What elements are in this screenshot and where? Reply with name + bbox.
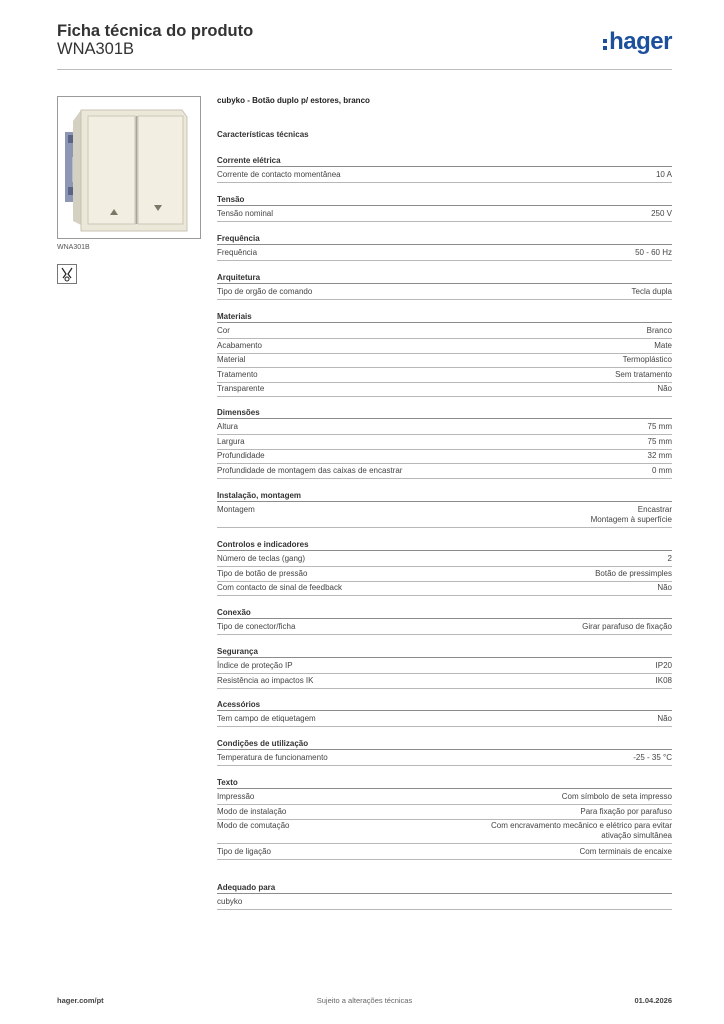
spec-key: Tipo de orgão de comando [217,287,313,296]
spec-value: 75 mm [647,436,672,446]
spec-key: Material [217,355,246,365]
spec-key: Tipo de botão de pressão [217,568,308,578]
spec-key: Com contacto de sinal de feedback [217,583,342,593]
spec-key: Resistência ao impactos IK [217,675,314,685]
spec-row [217,326,672,339]
spec-key: Tensão nominal [217,209,274,218]
spec-key: Impressão [217,792,255,801]
spec-key: Corrente de contacto momentânea [217,170,341,179]
spec-key: Transparente [217,384,265,394]
category-title: Controlos e indicadores [217,540,672,551]
product-image [57,96,201,239]
spec-key: Tipo de conector/ficha [217,622,296,631]
spec-key: Frequência [217,248,258,257]
spec-row [217,807,672,820]
spec-value: IP20 [655,661,672,670]
spec-value: Não [657,714,672,723]
spec-key: Tem campo de etiquetagem [217,714,316,723]
spec-value: Mate [654,340,672,350]
category-title: Condições de utilização [217,739,672,750]
spec-key: Largura [217,436,245,446]
category-title: Adequado para [217,883,672,894]
spec-row [217,676,672,689]
spec-value: 75 mm [647,422,672,431]
section-title: Características técnicas [217,130,309,139]
spec-key: Número de teclas (gang) [217,554,306,563]
category-title: Frequência [217,234,672,245]
spec-row [217,209,672,222]
spec-value: IK08 [655,675,672,685]
product-code: WNA301B [57,40,135,58]
spec-row [217,248,672,261]
spec-key: Modo de instalação [217,806,287,816]
spec-value: Termoplástico [622,355,672,365]
spec-value: -25 - 35 °C [633,753,672,762]
spec-row [217,583,672,596]
spec-row [217,821,672,844]
spec-value: Tecla dupla [631,287,672,296]
spec-value: 10 A [655,170,672,179]
spec-row [217,341,672,354]
spec-key: Índice de proteção IP [217,661,293,670]
logo-text: hager [609,28,672,55]
installation-symbol-icon [57,264,77,284]
spec-value: 250 V [651,209,672,218]
spec-key: Profundidade [217,451,265,461]
spec-value: 2 [667,554,672,563]
spec-row [217,466,672,479]
footer-website: hager.com/pt [57,996,104,1005]
spec-key: Temperatura de funcionamento [217,753,328,762]
spec-key: Cor [217,326,230,335]
category-title: Materiais [217,312,672,323]
spec-row [217,847,672,860]
spec-key: Tipo de ligação [217,847,271,857]
spec-key: Altura [217,422,238,431]
category-title: Arquitetura [217,273,672,284]
spec-row [217,422,672,435]
logo-dots-icon [603,39,607,50]
spec-row [217,287,672,300]
category-title: Segurança [217,647,672,658]
spec-value: Não [657,583,672,593]
spec-row [217,753,672,766]
spec-row [217,714,672,727]
spec-key: Profundidade de montagem das caixas de encastrar [217,465,403,475]
spec-row [217,170,672,183]
image-caption: WNA301B [57,244,90,251]
spec-row [217,569,672,582]
spec-row [217,505,672,528]
spec-row [217,437,672,450]
spec-value: 32 mm [647,451,672,461]
category-title: Dimensões [217,408,672,419]
spec-row [217,554,672,567]
spec-row [217,451,672,464]
page-title: Ficha técnica do produto [57,22,254,40]
spec-key: cubyko [217,897,243,906]
category-title: Corrente elétrica [217,156,672,167]
spec-value: Não [657,384,672,394]
spec-row [217,792,672,805]
spec-row [217,355,672,368]
spec-value: Encastrar Montagem à superfície [590,505,672,524]
spec-row [217,384,672,397]
category-title: Conexão [217,608,672,619]
spec-value: 50 - 60 Hz [635,248,672,257]
category-title: Texto [217,778,672,789]
spec-value: Para fixação por parafuso [580,806,672,816]
spec-value: 0 mm [652,465,672,475]
product-title: cubyko - Botão duplo p/ estores, branco [217,96,370,105]
spec-value: Com encravamento mecânico e elétrico para evitar ativação simultânea [491,821,672,841]
spec-value: Com terminais de encaixe [579,847,672,857]
spec-value: Com símbolo de seta impresso [561,792,672,801]
spec-key: Acabamento [217,340,262,350]
spec-value: Botão de pressimples [595,568,672,578]
spec-value: Branco [646,326,672,335]
spec-key: Modo de comutação [217,821,290,831]
spec-value: Sem tratamento [615,369,672,379]
spec-value: Girar parafuso de fixação [582,622,672,631]
hager-logo [603,28,672,56]
footer-disclaimer: Sujeito a alterações técnicas [316,996,413,1005]
spec-key: Tratamento [217,369,258,379]
spec-row [217,661,672,674]
page-header [57,20,672,70]
spec-row [217,897,672,910]
push-button-illustration [58,97,200,238]
category-title: Tensão [217,195,672,206]
spec-row [217,370,672,383]
footer-date: 01.04.2026 [634,996,672,1005]
spec-row [217,622,672,635]
category-title: Acessórios [217,700,672,711]
category-title: Instalação, montagem [217,491,672,502]
spec-key: Montagem [217,505,255,514]
